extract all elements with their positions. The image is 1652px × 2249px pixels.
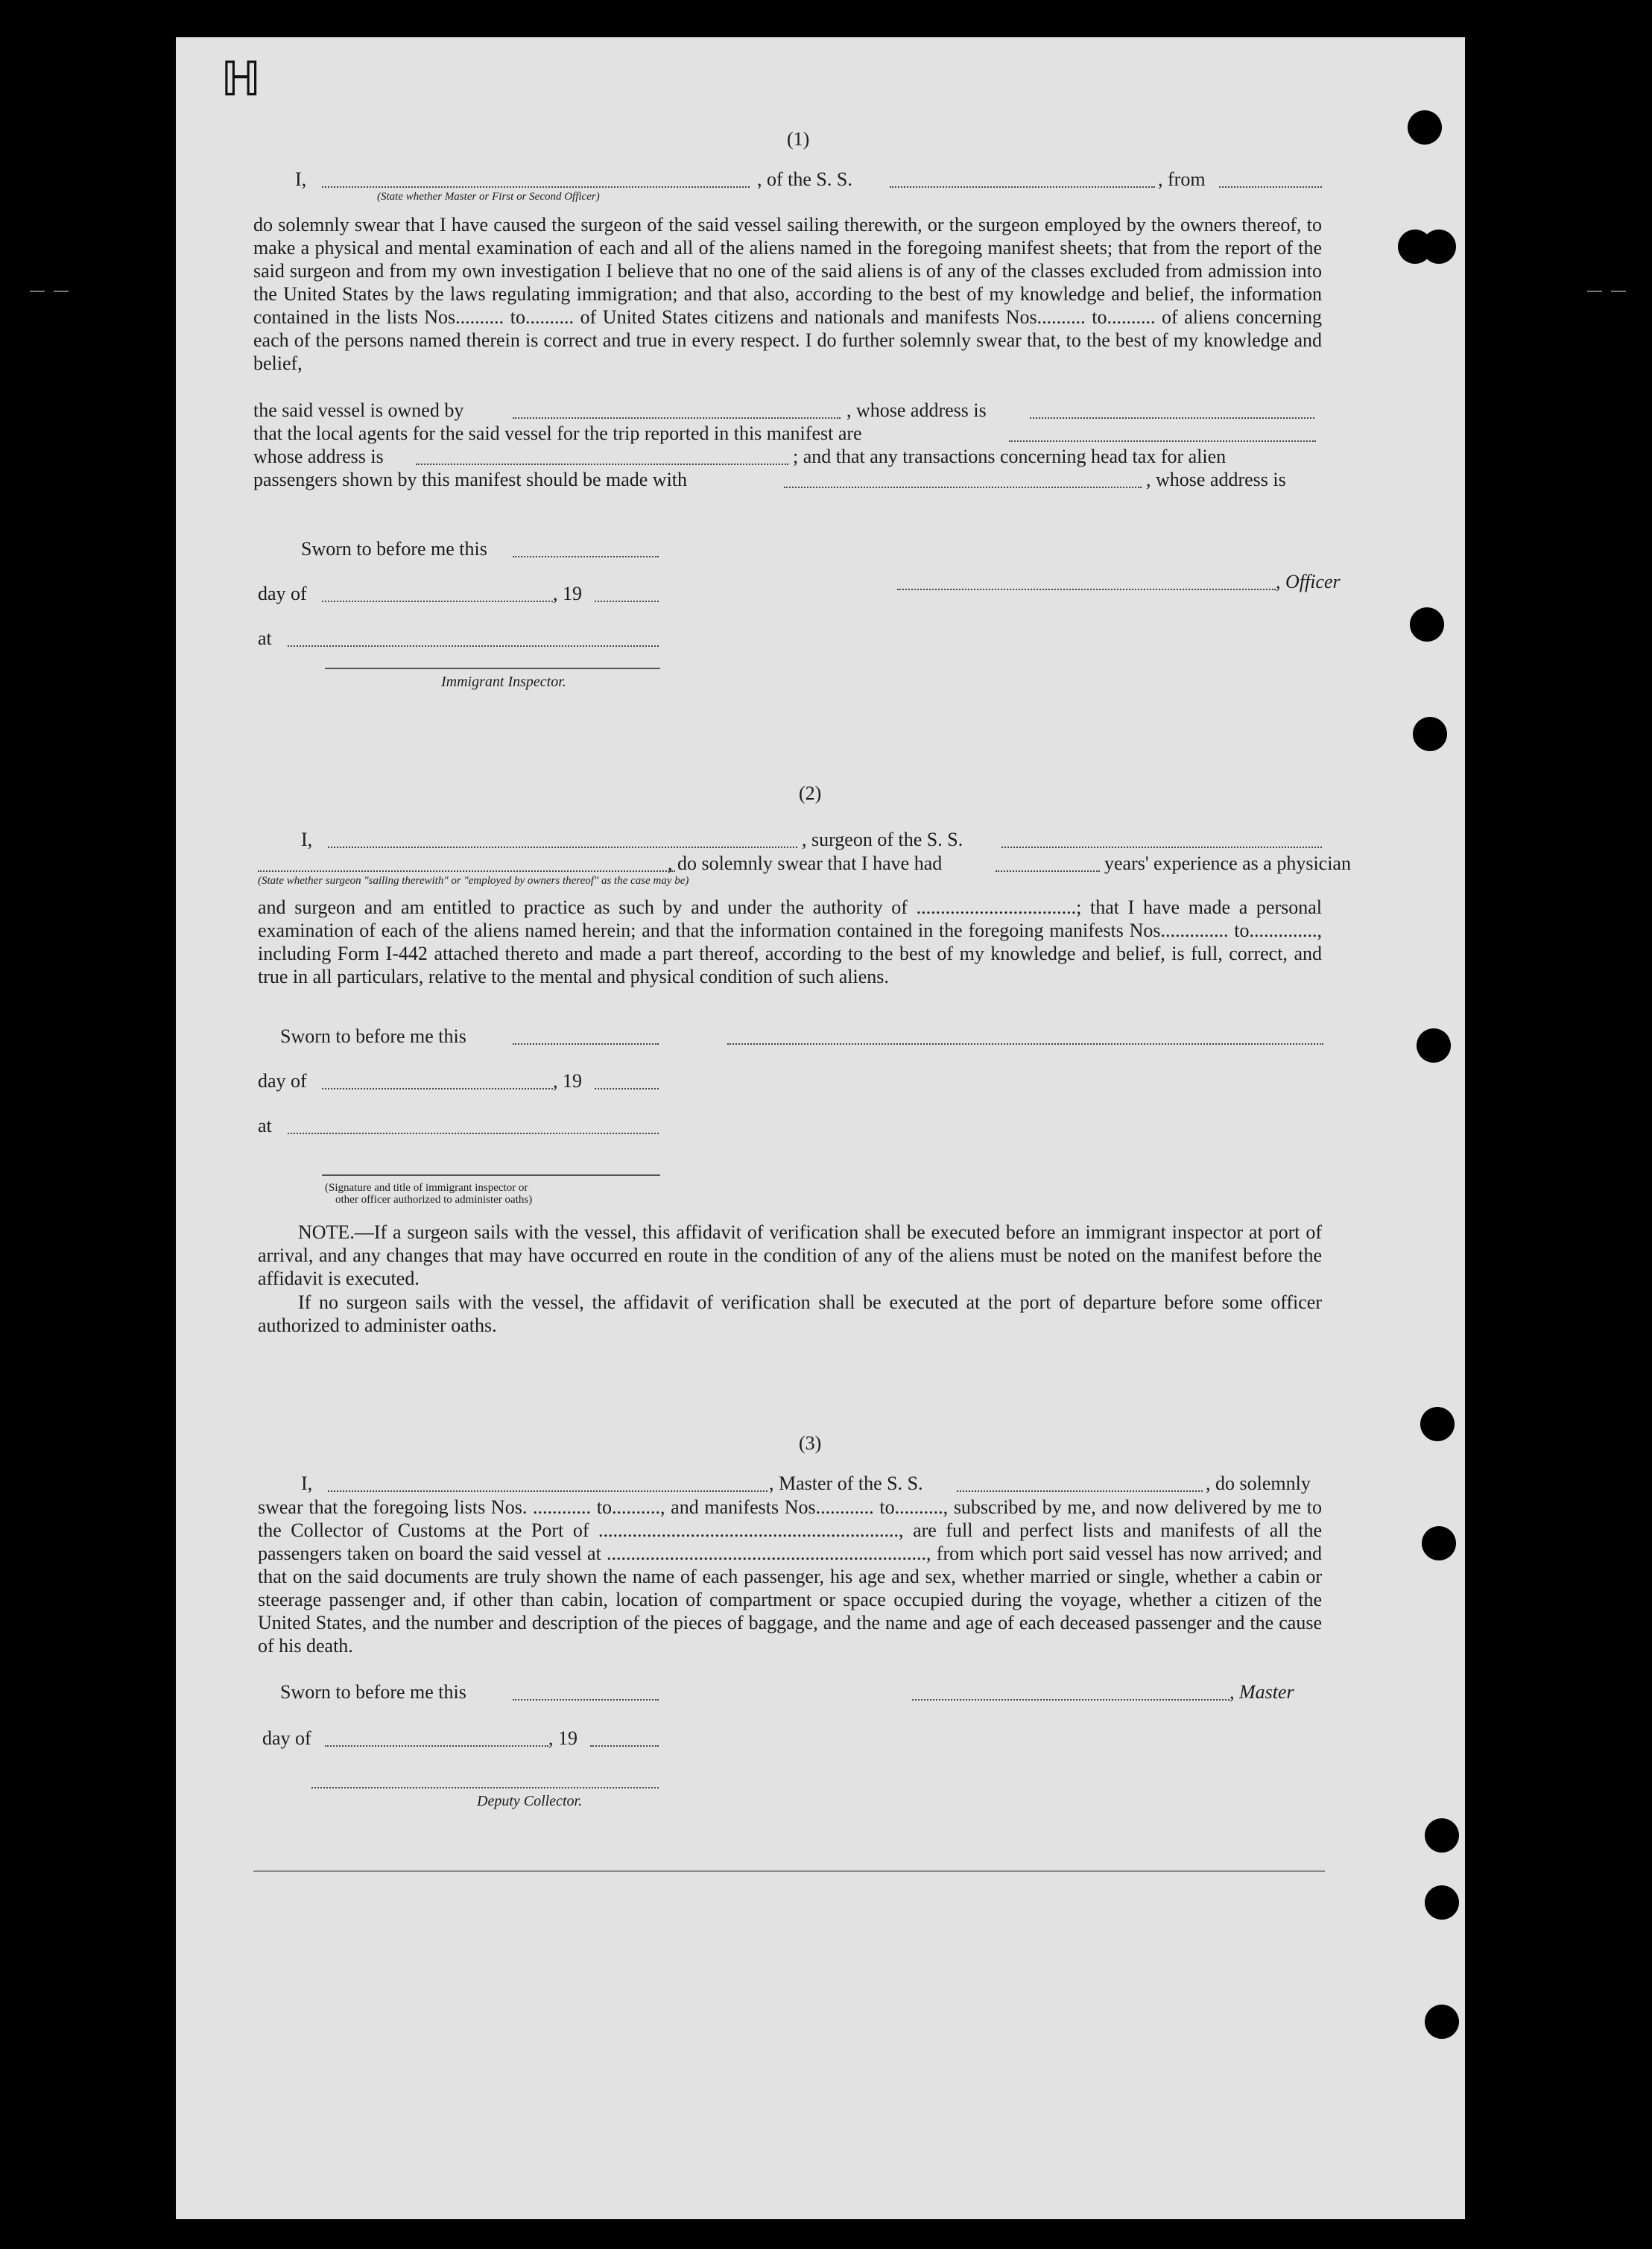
punch-hole-icon [1417,1028,1451,1063]
punch-hole-icon [1425,2005,1459,2039]
s1-inspector-line [325,668,660,669]
s2-i: I, [301,829,313,850]
s2-signature-caption-2: other officer authorized to administer oaths) [335,1194,533,1206]
surgeon-status-field[interactable] [258,870,675,872]
agents-address-field[interactable] [416,464,788,465]
s2-signature-caption-1: (Signature and title of immigrant inspector or [325,1182,528,1194]
head-tax-party-field[interactable] [784,487,1142,488]
s3-sworn: Sworn to before me this [280,1681,466,1703]
s1-officer-label: , Officer [1276,571,1341,592]
section-1-number: (1) [787,128,810,150]
s1-passengers: passengers shown by this manifest should be made with [253,469,688,490]
s1-agents: that the local agents for the said vessel for the trip reported in this manifest are [253,423,862,444]
s3-do-solemnly: , do solemnly [1206,1473,1311,1494]
master-name-field[interactable] [328,1490,768,1492]
s2-sworn: Sworn to before me this [280,1025,466,1047]
surgeon-signature-field[interactable] [727,1043,1323,1045]
punch-hole-icon [1408,110,1442,145]
punch-hole-icon [1425,1818,1459,1853]
s1-agents-whose: whose address is [253,446,384,467]
handwritten-mark: ℍ [221,52,262,107]
s1-at: at [258,627,272,649]
officer-signature-field[interactable] [897,589,1276,590]
s2-sworn-day-field[interactable] [513,1043,659,1045]
s1-year-field[interactable] [595,601,659,602]
s3-master-label: , Master [1229,1681,1294,1703]
s2-body: and surgeon and am entitled to practice as such by and under the authority of .................................; that I have made a personal examination of each of the aliens named herein; and that the information contained in the foregoing manifests Nos.............. to.............., including Form I-442 attached thereto and made a part thereof, according to the best of my knowledge and belief, is full, correct, and true in all particulars, relative to the mental and physical condition of such aliens. [258,896,1322,987]
punch-hole-icon [1425,1885,1459,1920]
s1-place-field[interactable] [288,645,659,647]
punch-hole-icon [1422,1526,1456,1560]
s2-day-of: day of [258,1070,307,1092]
s1-owned-by: the said vessel is owned by [253,399,464,421]
s1-year: , 19 [553,583,582,604]
note-paragraph-1: NOTE.—If a surgeon sails with the vessel, this affidavit of verification shall be executed before an immigrant inspector at port of arrival, and any changes that may have occurred en route in the condition of any of the aliens must be noted on the manifest before the affidavit is executed. [258,1221,1322,1289]
owner-address-field[interactable] [1030,417,1314,419]
s1-inspector-caption: Immigrant Inspector. [441,674,566,690]
s2-place-field[interactable] [288,1133,659,1134]
s1-sworn: Sworn to before me this [301,538,487,560]
s2-swear: , do solemnly swear that I have had [668,853,943,874]
s3-year-field[interactable] [590,1745,659,1747]
s2-vessel-field[interactable] [1001,847,1322,848]
s1-sworn-day-field[interactable] [513,556,659,557]
officer-name-field[interactable] [322,186,750,188]
punch-hole-icon [1410,607,1444,642]
s2-year-field[interactable] [595,1088,659,1089]
punch-hole-icon [1422,230,1456,264]
punch-hole-icon [1420,1407,1455,1441]
surgeon-name-field[interactable] [328,847,797,848]
s1-day-of: day of [258,583,307,604]
s3-day-of: day of [262,1727,311,1749]
master-signature-field[interactable] [912,1699,1229,1701]
s1-owned-whose: , whose address is [846,399,987,421]
punch-hole-icon [1413,717,1447,751]
s1-agents-end: ; and that any transactions concerning head tax for alien [793,446,1227,467]
s3-vessel-field[interactable] [957,1490,1203,1492]
s1-month-field[interactable] [322,601,553,602]
edge-mark [1587,291,1602,292]
surgeon-caption: (State whether surgeon "sailing therewith" or "employed by owners thereof" as the case may be) [258,875,689,887]
s3-body: swear that the foregoing lists Nos. ............ to.........., and manifests Nos............ to.........., subscribed by me, and now delivered by me to the Collector of Customs at the Port of .............................................................., are full and perfect lists and manifests of all the passengers taken on board the said vessel at .................................................................., from which port said vessel has now arrived; and that on the said documents are truly shown the name of each passenger, his age and sex, whether married or single, whether a cabin or steerage passenger and, if other than cabin, location of compartment or space occupied during the voyage, whether a citizen of the United States, and the number and description of the pieces of baggage, and the name and age of each deceased passenger and the cause of his death. [258,1496,1322,1657]
s1-passengers-whose: , whose address is [1146,469,1286,490]
manifest-page [176,37,1465,2219]
edge-mark [1611,291,1626,292]
s1-from: , from [1158,168,1206,190]
note-paragraph-2: If no surgeon sails with the vessel, the affidavit of verification shall be executed at the port of departure before some officer authorized to administer oaths. [258,1291,1322,1336]
s2-years: years' experience as a physician [1104,853,1351,874]
s2-surgeon-of: , surgeon of the S. S. [802,829,963,850]
section-3-number: (3) [799,1432,822,1454]
s1-body: do solemnly swear that I have caused the surgeon of the said vessel sailing therewith, or the surgeon employed by the owners thereof, to make a physical and mental examination of each and all of the aliens named in the foregoing manifest sheets; that from the report of the said surgeon and from my own investigation I believe that no one of the said aliens is of any of the classes excluded from admission into the United States by the laws regulating immigration; and that also, according to the best of my knowledge and belief, the information contained in the lists Nos.......... to.......... of United States citizens and nationals and manifests Nos.......... to.......... of aliens concerning each of the persons named therein is correct and true in every respect. I do further solemnly swear that, to the best of my knowledge and belief, [253,214,1322,374]
officer-caption: (State whether Master or First or Second Officer) [377,191,600,203]
collector-caption: Deputy Collector. [477,1793,583,1809]
bottom-rule [253,1870,1325,1872]
owner-field[interactable] [513,417,841,419]
s2-year: , 19 [553,1070,582,1092]
s3-month-field[interactable] [325,1745,548,1747]
vessel-name-field[interactable] [890,186,1155,188]
from-port-field[interactable] [1219,186,1322,188]
collector-signature-field[interactable] [311,1787,659,1788]
s3-master-of: , Master of the S. S. [769,1473,923,1494]
agents-field[interactable] [1009,440,1316,442]
edge-mark [30,291,45,292]
section-2-number: (2) [799,782,822,804]
s1-of-ss: , of the S. S. [757,168,852,190]
years-experience-field[interactable] [996,870,1100,872]
s3-i: I, [301,1473,313,1494]
s1-i: I, [295,168,307,190]
edge-mark [54,291,69,292]
s2-at: at [258,1115,272,1136]
s2-month-field[interactable] [322,1088,553,1089]
s3-year: , 19 [548,1727,577,1749]
s3-sworn-day-field[interactable] [513,1699,659,1701]
s2-signature-line [322,1174,660,1176]
